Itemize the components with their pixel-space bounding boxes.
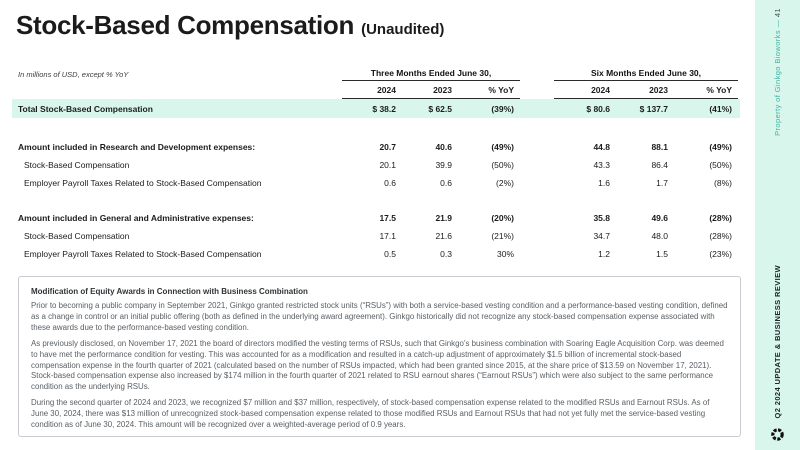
row-label: Employer Payroll Taxes Related to Stock-Based Compensation: [24, 249, 262, 259]
cell-value: 40.6: [435, 142, 452, 152]
col-header-yoy-q: % YoY: [458, 81, 520, 99]
col-header-2023-q: 2023: [402, 81, 458, 99]
table-row-ga-sbc: [12, 227, 740, 245]
table-row-total: [12, 99, 740, 118]
page-title: Stock-Based Compensation: [16, 10, 355, 40]
cell-value: $ 137.7: [639, 103, 668, 114]
cell-value: (20%): [491, 213, 514, 223]
deck-footer-label: Q2 2024 UPDATE & BUSINESS REVIEW: [773, 265, 782, 419]
notes-heading: Modification of Equity Awards in Connection with Business Combination: [31, 287, 308, 296]
property-label: [773, 8, 782, 136]
cell-value: 86.4: [651, 160, 668, 170]
cell-value: (2%): [496, 178, 514, 188]
cell-value: 88.1: [651, 142, 668, 152]
cell-value: 0.6: [384, 178, 396, 188]
cell-value: 0.3: [440, 249, 452, 259]
table-row-ga-section: [12, 209, 740, 227]
cell-value: (50%): [709, 160, 732, 170]
cell-value: 17.5: [379, 213, 396, 223]
cell-value: 0.6: [440, 178, 452, 188]
cell-value: 43.3: [593, 160, 610, 170]
row-label: Stock-Based Compensation: [24, 160, 130, 170]
side-strip: [755, 0, 800, 450]
row-label: Amount included in General and Administrative expenses:: [18, 213, 254, 223]
cell-value: 17.1: [379, 231, 396, 241]
cell-value: (41%): [709, 103, 732, 114]
cell-value: 1.5: [656, 249, 668, 259]
col-header-2024-q: 2024: [342, 81, 402, 99]
page-number: 41: [773, 8, 782, 18]
col-group-three-months: Three Months Ended June 30,: [342, 68, 520, 81]
cell-value: 34.7: [593, 231, 610, 241]
notes-paragraph-3: During the second quarter of 2024 and 2023, we recognized $7 million and $37 million, respectively, of stock-based compensation expense related to the modified RSUs and Earnout RSUs. As of June 30, 2024, there was $13 million of unrecognized stock-based compensation expense related to those modified RSUs and Earnout RSUs that had not yet fully met the service-based vesting condition as of June 30, 2024. This amount will be recognized over a weighted-average period of 0.9 years.: [31, 398, 710, 430]
cell-value: 49.6: [651, 213, 668, 223]
cell-value: (28%): [709, 213, 732, 223]
col-group-six-months: Six Months Ended June 30,: [554, 68, 738, 81]
cell-value: 30%: [496, 249, 514, 259]
table-group-header-row: [12, 65, 740, 81]
notes-paragraph-1: Prior to becoming a public company in September 2021, Ginkgo granted restricted stock units (“RSUs”) with both a service-based vesting condition and a performance-based vesting condition, defined as a change in control or an initial public offering (both as defined in the underlying award agreement). Ginkgo historically did not recognize any stock-based compensation expense associated with these awards due to the performance-based vesting condition.: [31, 301, 728, 332]
page-title-suffix: (Unaudited): [361, 21, 445, 38]
year-header-spacer: [12, 81, 342, 99]
cell-value: (28%): [709, 231, 732, 241]
cell-value: (49%): [709, 142, 732, 152]
cell-value: 48.0: [651, 231, 668, 241]
cell-value: 35.8: [593, 213, 610, 223]
cell-value: (50%): [491, 160, 514, 170]
cell-value: (49%): [491, 142, 514, 152]
table-row-ga-payroll-tax: [12, 245, 740, 263]
stock-comp-table: [12, 65, 740, 263]
col-gap: [520, 81, 554, 99]
cell-value: 1.7: [656, 178, 668, 188]
cell-value: 21.9: [435, 213, 452, 223]
table-row-rd-sbc: [12, 156, 740, 174]
cell-value: (23%): [709, 249, 732, 259]
row-label: Stock-Based Compensation: [24, 231, 130, 241]
cell-value: $ 80.6: [586, 103, 610, 114]
cell-value: $ 38.2: [372, 103, 396, 114]
ginkgo-gear-logo-icon: [770, 426, 785, 442]
cell-value: 0.5: [384, 249, 396, 259]
cell-value: 1.6: [598, 178, 610, 188]
cell-value: (21%): [491, 231, 514, 241]
notes-box: [18, 276, 741, 437]
units-note: In millions of USD, except % YoY: [18, 70, 129, 79]
table-year-header-row: [12, 81, 740, 99]
cell-value: 20.7: [379, 142, 396, 152]
cell-value: (39%): [491, 103, 514, 114]
property-text: Property of Ginkgo Bioworks —: [773, 17, 782, 136]
cell-value: 1.2: [598, 249, 610, 259]
notes-paragraph-2: As previously disclosed, on November 17, 2021 the board of directors modified the vesting terms of RSUs, such that Ginkgo’s business combination with Soaring Eagle Acquisition Corp. was deemed to have met the performance condition for vesting. This was accounted for as a modification and resulted in a catch-up adjustment of approximately $1.5 billion of incremental stock-based compensation expense in the fourth quarter of 2021 (calculated based on the number of RSUs impacted, which had been granted since 2015, at the share price of $13.59 on November 17, 2021). Stock-based compensation expense also increased by $174 million in the fourth quarter of 2021 related to RSU earnout shares (“Earnout RSUs”) which were also subject to the same performance condition as the underlying RSUs.: [31, 338, 724, 392]
cell-value: 44.8: [593, 142, 610, 152]
row-label: Total Stock-Based Compensation: [18, 103, 153, 114]
title-row: [0, 0, 800, 41]
table-row-rd-section: [12, 138, 740, 156]
row-label: Amount included in Research and Development expenses:: [18, 142, 256, 152]
cell-value: $ 62.5: [428, 103, 452, 114]
cell-value: 21.6: [435, 231, 452, 241]
table-row-rd-payroll-tax: [12, 174, 740, 192]
row-label: Employer Payroll Taxes Related to Stock-Based Compensation: [24, 178, 262, 188]
cell-value: 20.1: [379, 160, 396, 170]
cell-value: (8%): [714, 178, 732, 188]
col-header-2024-h: 2024: [554, 81, 616, 99]
col-header-yoy-h: % YoY: [674, 81, 738, 99]
col-header-2023-h: 2023: [616, 81, 674, 99]
cell-value: 39.9: [435, 160, 452, 170]
